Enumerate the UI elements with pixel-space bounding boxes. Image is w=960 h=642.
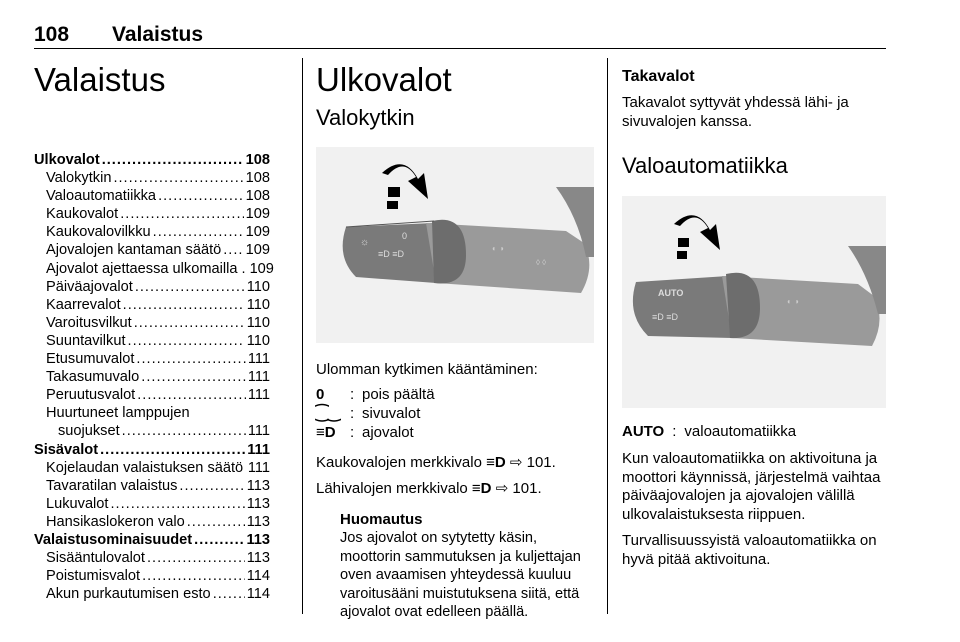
toc-entry-page: 113 [246, 513, 270, 530]
toc-entry-title: Kaukovalovilkku [46, 224, 151, 241]
toc-leader-dots [213, 585, 245, 603]
toc-entry[interactable] [34, 332, 270, 350]
auto-para-1: Kun valoautomatiikka on aktivoituna ja moottori käynnissä, järjestelmä vaihtaa päiväajovalojen ja ajovalojen välillä ulkovalaistuksesta riippuen. [622, 450, 881, 523]
toc-leader-dots [153, 223, 244, 241]
low-beam-label: Lähivalojen merkkivalo [316, 480, 468, 497]
rear-lights-column [622, 50, 886, 569]
toc-leader-dots [136, 350, 245, 368]
toc-entry-title: Tavaratilan valaistus [46, 477, 178, 494]
toc-entry-page: 111 [247, 387, 270, 404]
toc-entry-page: 110 [246, 332, 270, 349]
low-beam-indicator-text [316, 480, 594, 499]
high-beam-label: Kaukovalojen merkkivalo [316, 453, 482, 471]
toc-entry-title: Poistumisvalot [46, 568, 141, 585]
toc-entry[interactable] [34, 278, 270, 296]
svg-text:☼: ☼ [360, 237, 370, 248]
toc-entry[interactable] [34, 187, 270, 205]
toc-entry[interactable] [34, 549, 270, 567]
subsection-title: Valokytkin [316, 105, 415, 130]
toc-entry-page: 109 [245, 224, 270, 241]
note-box [340, 511, 594, 622]
toc-entry[interactable] [34, 404, 270, 422]
toc-leader-dots [223, 241, 243, 259]
toc-entry-page: 110 [246, 296, 270, 313]
colon: : [350, 423, 355, 441]
toc-leader-dots [147, 549, 245, 567]
tail-lights-heading: Takavalot [622, 68, 695, 85]
auto-position-list [622, 422, 886, 441]
toc-entry[interactable] [34, 513, 270, 531]
chapter-title: Valaistus [34, 61, 166, 98]
page-reference: ⇨ 101. [509, 453, 556, 471]
page-header [34, 22, 886, 49]
toc-entry[interactable] [34, 368, 270, 386]
toc-leader-dots [158, 187, 244, 205]
toc-entry-title: Akun purkautumisen esto [46, 586, 211, 603]
toc-entry-title: Kaukovalot [46, 206, 119, 223]
toc-entry-title: Peruutusvalot [46, 387, 136, 404]
toc-entry-page: 111 [247, 351, 270, 368]
svg-text:◐ ◑: ◐ ◑ [492, 244, 504, 253]
colon: : [350, 385, 355, 403]
toc-entry[interactable] [34, 495, 270, 513]
toc-entry-title: Varoitusvilkut [46, 314, 132, 331]
table-of-contents [34, 151, 274, 603]
toc-entry[interactable] [34, 260, 274, 278]
toc-entry-title: Valokytkin [46, 170, 112, 187]
toc-entry-page: 113 [246, 495, 270, 512]
column-divider [607, 58, 608, 614]
toc-leader-dots [100, 441, 245, 459]
list-item [316, 404, 594, 423]
toc-entry[interactable] [34, 585, 270, 603]
figure-caption: Ulomman kytkimen kääntäminen: [316, 361, 538, 378]
toc-leader-dots [187, 513, 245, 531]
toc-entry[interactable] [34, 441, 270, 459]
toc-leader-dots [123, 296, 245, 314]
svg-text:◐ ◑: ◐ ◑ [787, 297, 799, 306]
toc-entry[interactable] [34, 151, 270, 169]
note-heading: Huomautus [340, 510, 423, 528]
toc-entry[interactable] [34, 241, 270, 259]
toc-leader-dots [122, 422, 246, 440]
toc-entry-title: Lukuvalot [46, 495, 109, 512]
toc-leader-dots [141, 368, 246, 386]
toc-entry-title: Etusumuvalot [46, 351, 135, 368]
toc-leader-dots [179, 477, 244, 495]
toc-entry-title: Takasumuvalo [46, 369, 140, 386]
toc-entry-page: 110 [246, 314, 270, 331]
auto-label: AUTO [658, 288, 684, 298]
toc-entry-page: 113 [246, 550, 270, 567]
toc-leader-dots [135, 278, 245, 296]
auto-lights-heading: Valoautomatiikka [622, 153, 788, 178]
toc-leader-dots [142, 567, 245, 585]
toc-entry-title: Ajovalot ajettaessa ulkomailla . [46, 260, 246, 277]
position-symbol: ⁐‿ [316, 404, 341, 422]
toc-entry-page: 108 [245, 152, 270, 168]
toc-entry-title: Suuntavilkut [46, 332, 126, 349]
toc-entry[interactable] [34, 350, 270, 368]
toc-leader-dots [120, 205, 243, 223]
toc-entry-title: Sisävalot [34, 441, 99, 458]
toc-entry[interactable] [34, 223, 270, 241]
toc-entry-page: 108 [245, 188, 270, 205]
auto-value: valoautomatiikka [684, 423, 797, 440]
toc-entry-title: Kojelaudan valaistuksen säätö [46, 459, 244, 476]
toc-entry[interactable] [34, 531, 270, 549]
position-label: sivuvalot [362, 404, 421, 422]
list-item [316, 423, 594, 442]
svg-text:≡D ≡D: ≡D ≡D [378, 249, 405, 259]
toc-entry-page: 109 [245, 242, 270, 259]
section-title: Ulkovalot [316, 61, 452, 98]
note-text: Jos ajovalot on sytytetty käsin, moottorin sammutuksen ja kuljettajan oven avaamisen yhteydessä kuuluu varoitusääni muistutuksena siitä, että ajovalot ovat edelleen päällä. [340, 530, 581, 620]
light-switch-figure [316, 147, 594, 343]
toc-entry[interactable] [34, 314, 270, 332]
toc-entry[interactable] [34, 296, 270, 314]
toc-entry[interactable] [34, 169, 270, 187]
toc-entry-page: 109 [249, 260, 274, 277]
toc-entry-title: suojukset [58, 423, 120, 440]
toc-entry-page: 110 [246, 278, 270, 295]
toc-entry-page: 108 [245, 170, 270, 187]
toc-entry-page: 113 [246, 477, 270, 494]
toc-entry-title: Ajovalojen kantaman säätö [46, 242, 222, 259]
toc-entry-title: Sisääntulovalot [46, 550, 145, 567]
toc-leader-dots [102, 151, 244, 169]
auto-light-switch-figure [622, 196, 886, 408]
toc-entry-page: 111 [247, 441, 270, 458]
toc-entry-title: Valaistusominaisuudet [34, 531, 193, 548]
position-label: ajovalot [362, 423, 414, 441]
auto-switch-illustration [622, 196, 886, 408]
position-label: pois päältä [362, 385, 435, 403]
toc-entry-page: 114 [246, 568, 270, 585]
toc-leader-dots [110, 495, 244, 513]
toc-entry-title: Kaarrevalot [46, 296, 121, 313]
svg-text:◊ ◊: ◊ ◊ [536, 258, 547, 267]
toc-leader-dots [194, 531, 244, 549]
toc-entry[interactable] [34, 422, 270, 440]
list-item [316, 385, 594, 404]
auto-key: AUTO [622, 423, 665, 440]
page-number: 108 [34, 23, 70, 46]
toc-entry[interactable] [34, 386, 270, 404]
list-item [622, 422, 886, 441]
colon: : [672, 423, 677, 440]
toc-leader-dots [128, 332, 245, 350]
high-beam-icon: ≡D [486, 453, 506, 471]
toc-leader-dots [245, 459, 246, 477]
header-title: Valaistus [112, 23, 204, 46]
toc-entry[interactable] [34, 567, 270, 585]
toc-leader-dots [113, 169, 243, 187]
toc-entry-page: 109 [245, 206, 270, 223]
toc-entry-page: 111 [247, 459, 270, 476]
exterior-lights-column [316, 50, 594, 622]
toc-entry-page: 111 [247, 423, 270, 440]
tail-lights-text: Takavalot syttyvät yhdessä lähi- ja sivuvalojen kanssa. [622, 94, 849, 130]
high-beam-indicator-text [316, 454, 594, 473]
switch-positions-list [316, 385, 594, 442]
toc-entry-title: Päiväajovalot [46, 278, 133, 295]
toc-entry-page: 113 [246, 531, 270, 548]
toc-column [34, 50, 274, 603]
toc-entry-title: Ulkovalot [34, 152, 100, 168]
position-symbol: ≡D [316, 423, 336, 441]
toc-entry-page: 111 [247, 369, 270, 386]
toc-entry[interactable] [34, 477, 270, 495]
svg-text:≡D ≡D: ≡D ≡D [652, 312, 679, 322]
low-beam-icon: ≡D [471, 480, 492, 497]
auto-para-2: Turvallisuussyistä valoautomatiikka on hyvä pitää aktivoituna. [622, 532, 877, 568]
position-symbol: 0 [316, 385, 325, 403]
toc-leader-dots [137, 386, 246, 404]
page-reference: ⇨ 101. [495, 480, 542, 497]
toc-entry-page: 114 [246, 586, 270, 603]
light-switch-illustration [316, 147, 594, 343]
toc-entry[interactable] [34, 205, 270, 223]
colon: : [350, 404, 355, 422]
toc-entry-title: Hansikaslokeron valo [46, 513, 185, 530]
column-divider [302, 58, 303, 614]
toc-entry-title: Huurtuneet lamppujen [46, 405, 190, 422]
toc-leader-dots [134, 314, 245, 332]
svg-text:0: 0 [402, 231, 408, 241]
toc-entry-title: Valoautomatiikka [46, 188, 157, 205]
toc-entry[interactable] [34, 459, 270, 477]
